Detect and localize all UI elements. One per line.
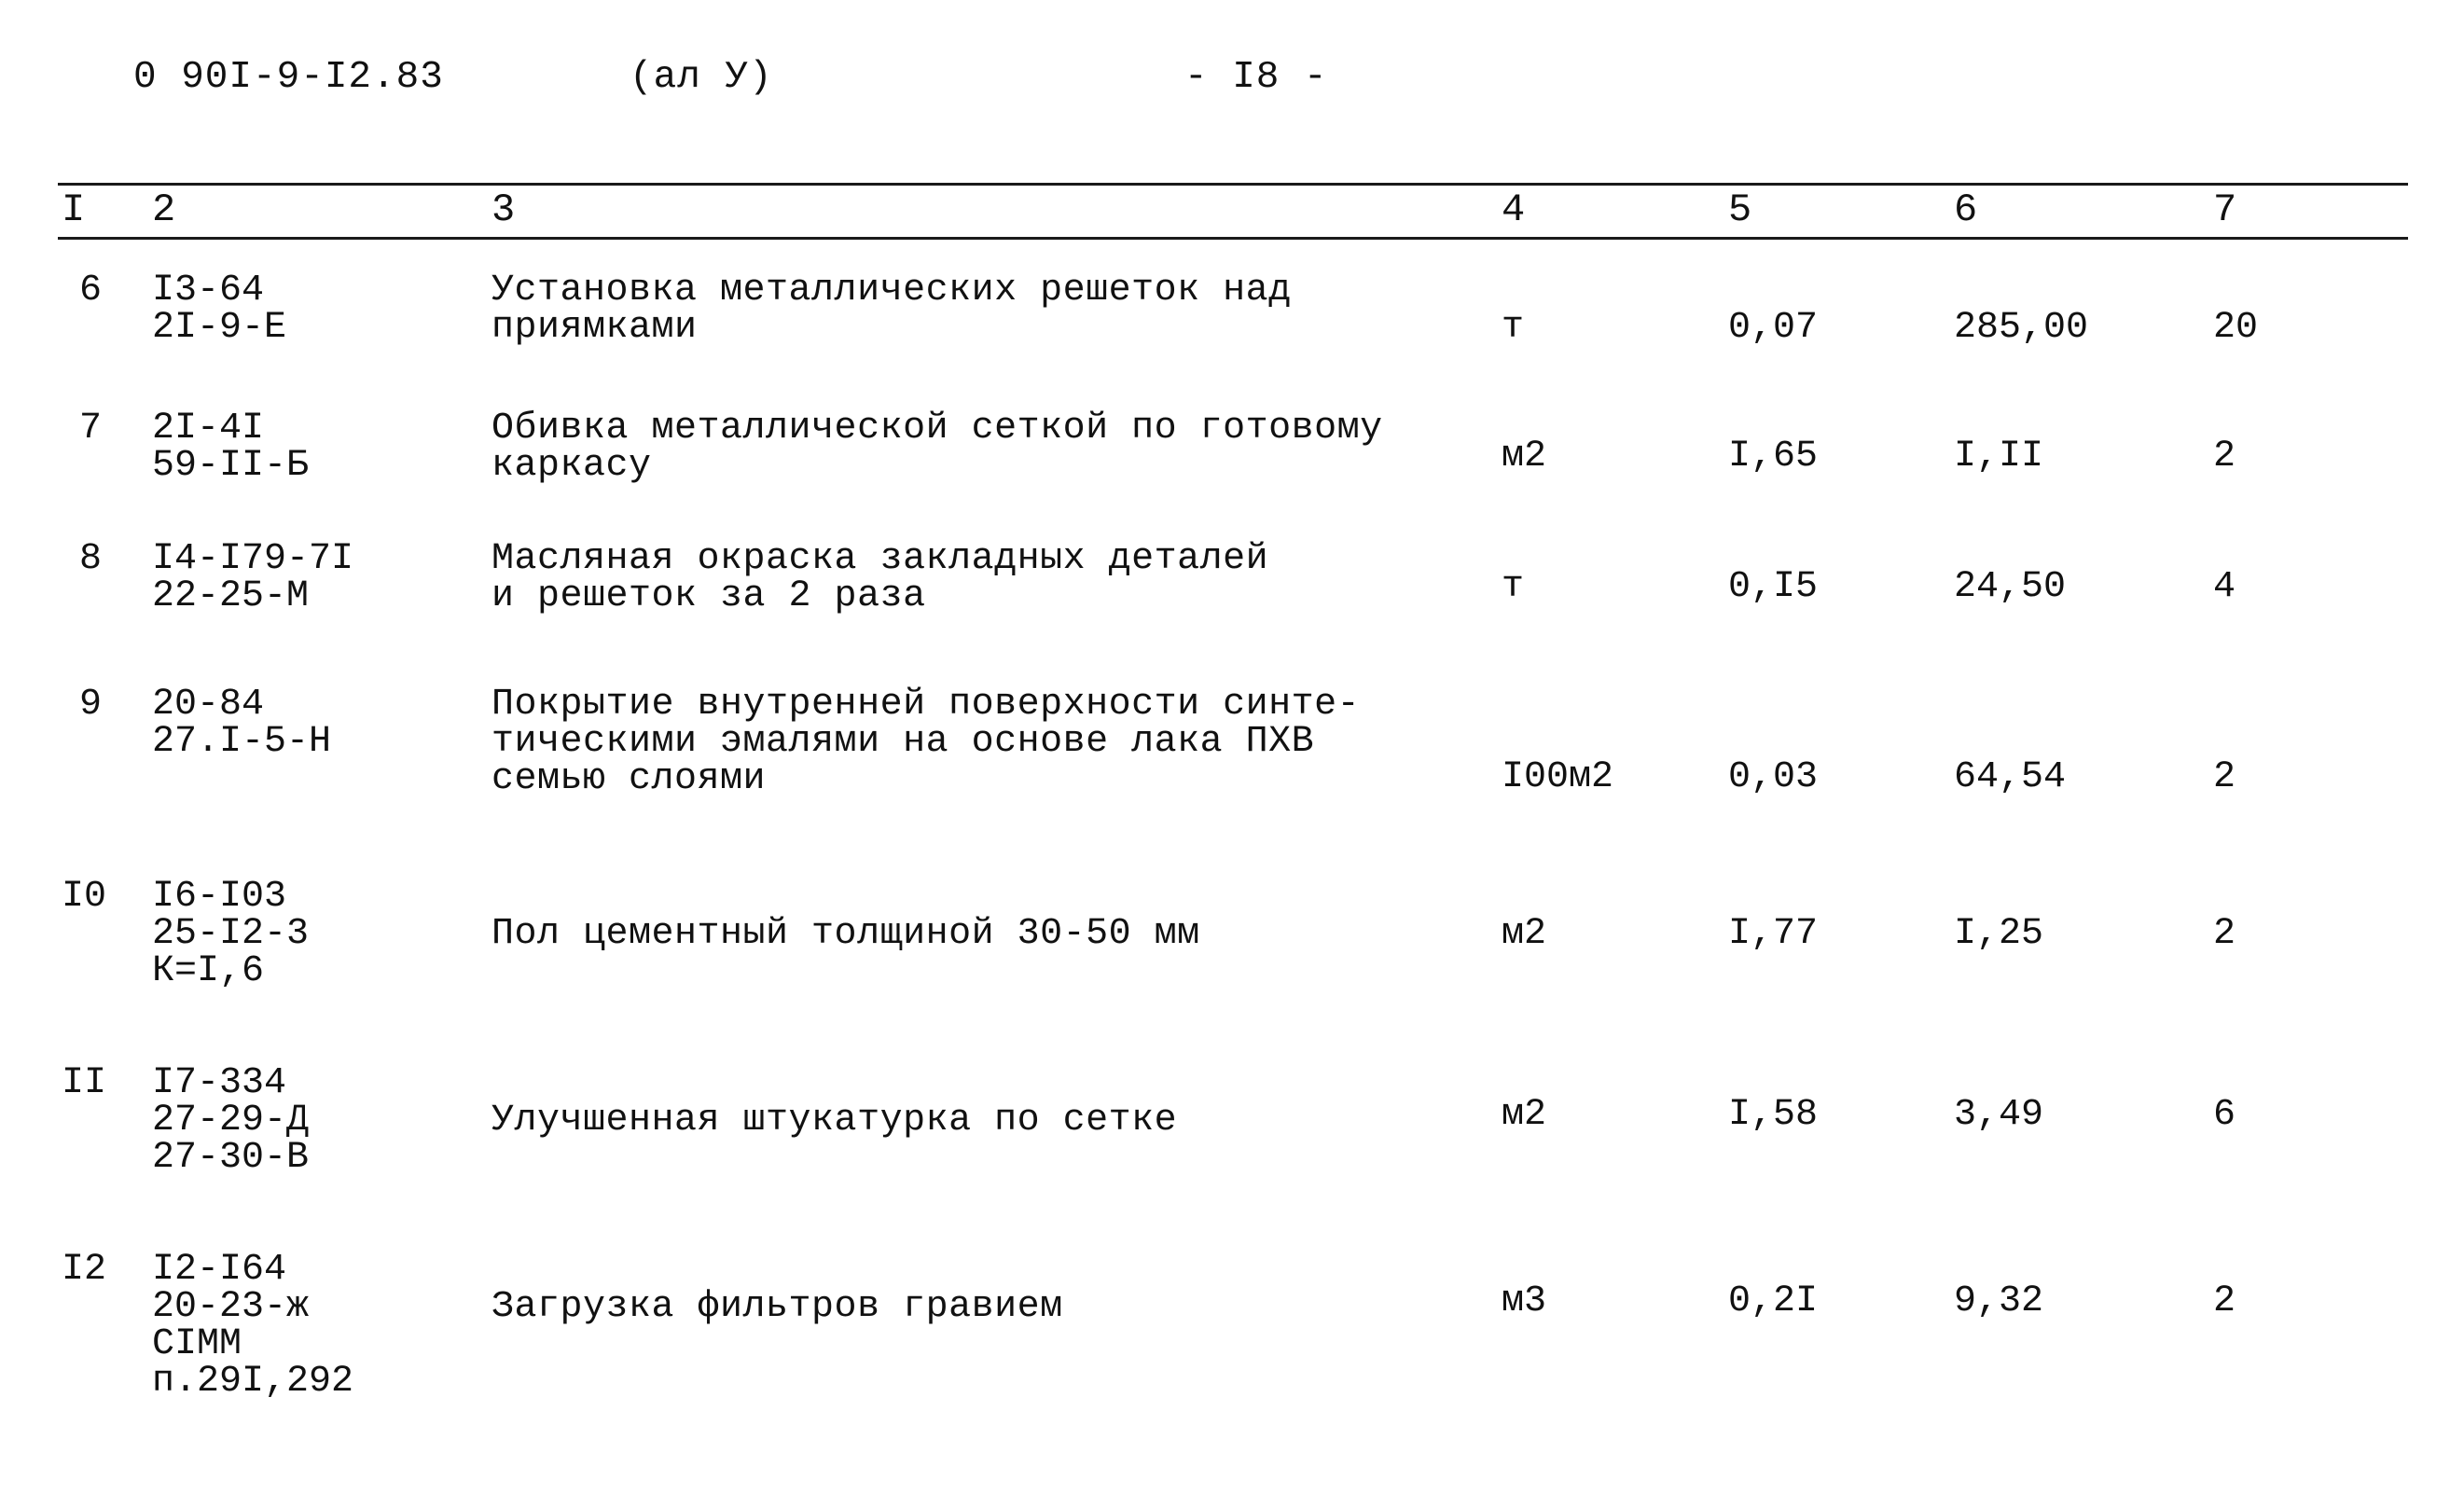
column-header-7: 7 [2213,187,2237,232]
description-line: каркасу [491,445,652,487]
code-line: 22-25-М [152,575,310,617]
row-number: 9 [79,684,103,726]
row-price: I,25 [1954,913,2044,955]
code-line: I2-I64 [152,1249,287,1291]
row-quantity: 0,03 [1728,756,1819,798]
row-total: 2 [2213,1280,2236,1322]
row-description: Улучшенная штукатурка по сетке [491,1100,1178,1141]
row-number: II [62,1062,107,1104]
column-header-4: 4 [1502,187,1526,232]
row-quantity: 0,07 [1728,307,1819,349]
row-unit: м2 [1502,1094,1547,1136]
row-price: 24,50 [1954,566,2067,608]
description-line: Масляная окраска закладных деталей [491,538,1269,580]
row-codes [152,1062,310,1179]
code-line: I3-64 [152,270,265,311]
row-total: 2 [2213,756,2236,798]
row-unit: м2 [1502,913,1547,955]
row-price: I,II [1954,436,2044,477]
code-line: п.29I,292 [152,1361,354,1403]
code-line: К=I,6 [152,950,265,992]
code-line: 2I-9-E [152,307,287,349]
row-price: 9,32 [1954,1280,2044,1322]
row-codes [152,272,286,347]
row-total: 6 [2213,1094,2236,1136]
document-code: 0 90I-9-I2.83 [133,56,444,99]
column-header-2: 2 [152,187,176,232]
row-description [491,272,1292,347]
code-line: 2I-4I [152,408,265,450]
code-line: 27.I-5-Н [152,721,332,763]
description-line: Обивка металлической сеткой по готовому [491,408,1383,450]
sheet-note: (ал У) [630,56,773,99]
code-line: 20-84 [152,684,265,726]
row-total: 20 [2213,307,2259,349]
column-header-row [0,185,2464,235]
row-unit: т [1502,566,1525,608]
row-description: Пол цементный толщиной 30-50 мм [491,913,1200,955]
code-line: 59-II-Б [152,445,310,487]
row-codes [152,410,309,485]
row-quantity: 0,I5 [1728,566,1819,608]
column-header-1: I [62,187,86,232]
row-codes [152,1249,354,1403]
row-description [491,538,1269,617]
row-price: 64,54 [1954,756,2067,798]
row-number: I0 [62,876,107,918]
row-unit: I00м2 [1502,756,1614,798]
row-total: 2 [2213,913,2236,955]
row-price: 3,49 [1954,1094,2044,1136]
row-codes [152,686,331,761]
description-line: и решеток за 2 раза [491,575,926,617]
row-quantity: I,65 [1728,436,1819,477]
code-line: I7-334 [152,1062,287,1104]
page-number: - I8 - [1184,56,1328,99]
row-quantity: 0,2I [1728,1280,1819,1322]
column-header-5: 5 [1728,187,1752,232]
row-quantity: I,77 [1728,913,1819,955]
description-line: Установка металлических решеток над [491,270,1292,311]
code-line: 20-23-ж [152,1286,310,1328]
row-unit: т [1502,307,1525,349]
column-header-3: 3 [491,187,516,232]
row-description [491,410,1383,485]
row-codes [152,538,354,617]
row-price: 285,00 [1954,307,2089,349]
description-line: семью слоями [491,758,767,800]
code-line: 25-I2-3 [152,913,310,955]
row-quantity: I,58 [1728,1094,1819,1136]
row-description [491,686,1360,798]
row-unit: м3 [1502,1280,1547,1322]
code-line: I4-I79-7I [152,538,354,580]
row-unit: м2 [1502,436,1547,477]
row-number: 7 [79,408,103,450]
code-line: 27-30-В [152,1137,310,1179]
code-line: СIММ [152,1323,242,1365]
table-header-rule [58,237,2408,240]
column-header-6: 6 [1954,187,1978,232]
row-codes [152,876,310,992]
row-number: 6 [79,270,103,311]
code-line: I6-I03 [152,876,287,918]
row-number: 8 [79,538,103,580]
row-number: I2 [62,1249,107,1291]
row-total: 4 [2213,566,2236,608]
row-total: 2 [2213,436,2236,477]
description-line: Покрытие внутренней поверхности синте- [491,684,1361,726]
code-line: 27-29-Д [152,1100,310,1141]
description-line: тическими эмалями на основе лака ПХВ [491,721,1315,763]
row-description: Загрузка фильтров гравием [491,1286,1063,1328]
description-line: приямками [491,307,698,349]
